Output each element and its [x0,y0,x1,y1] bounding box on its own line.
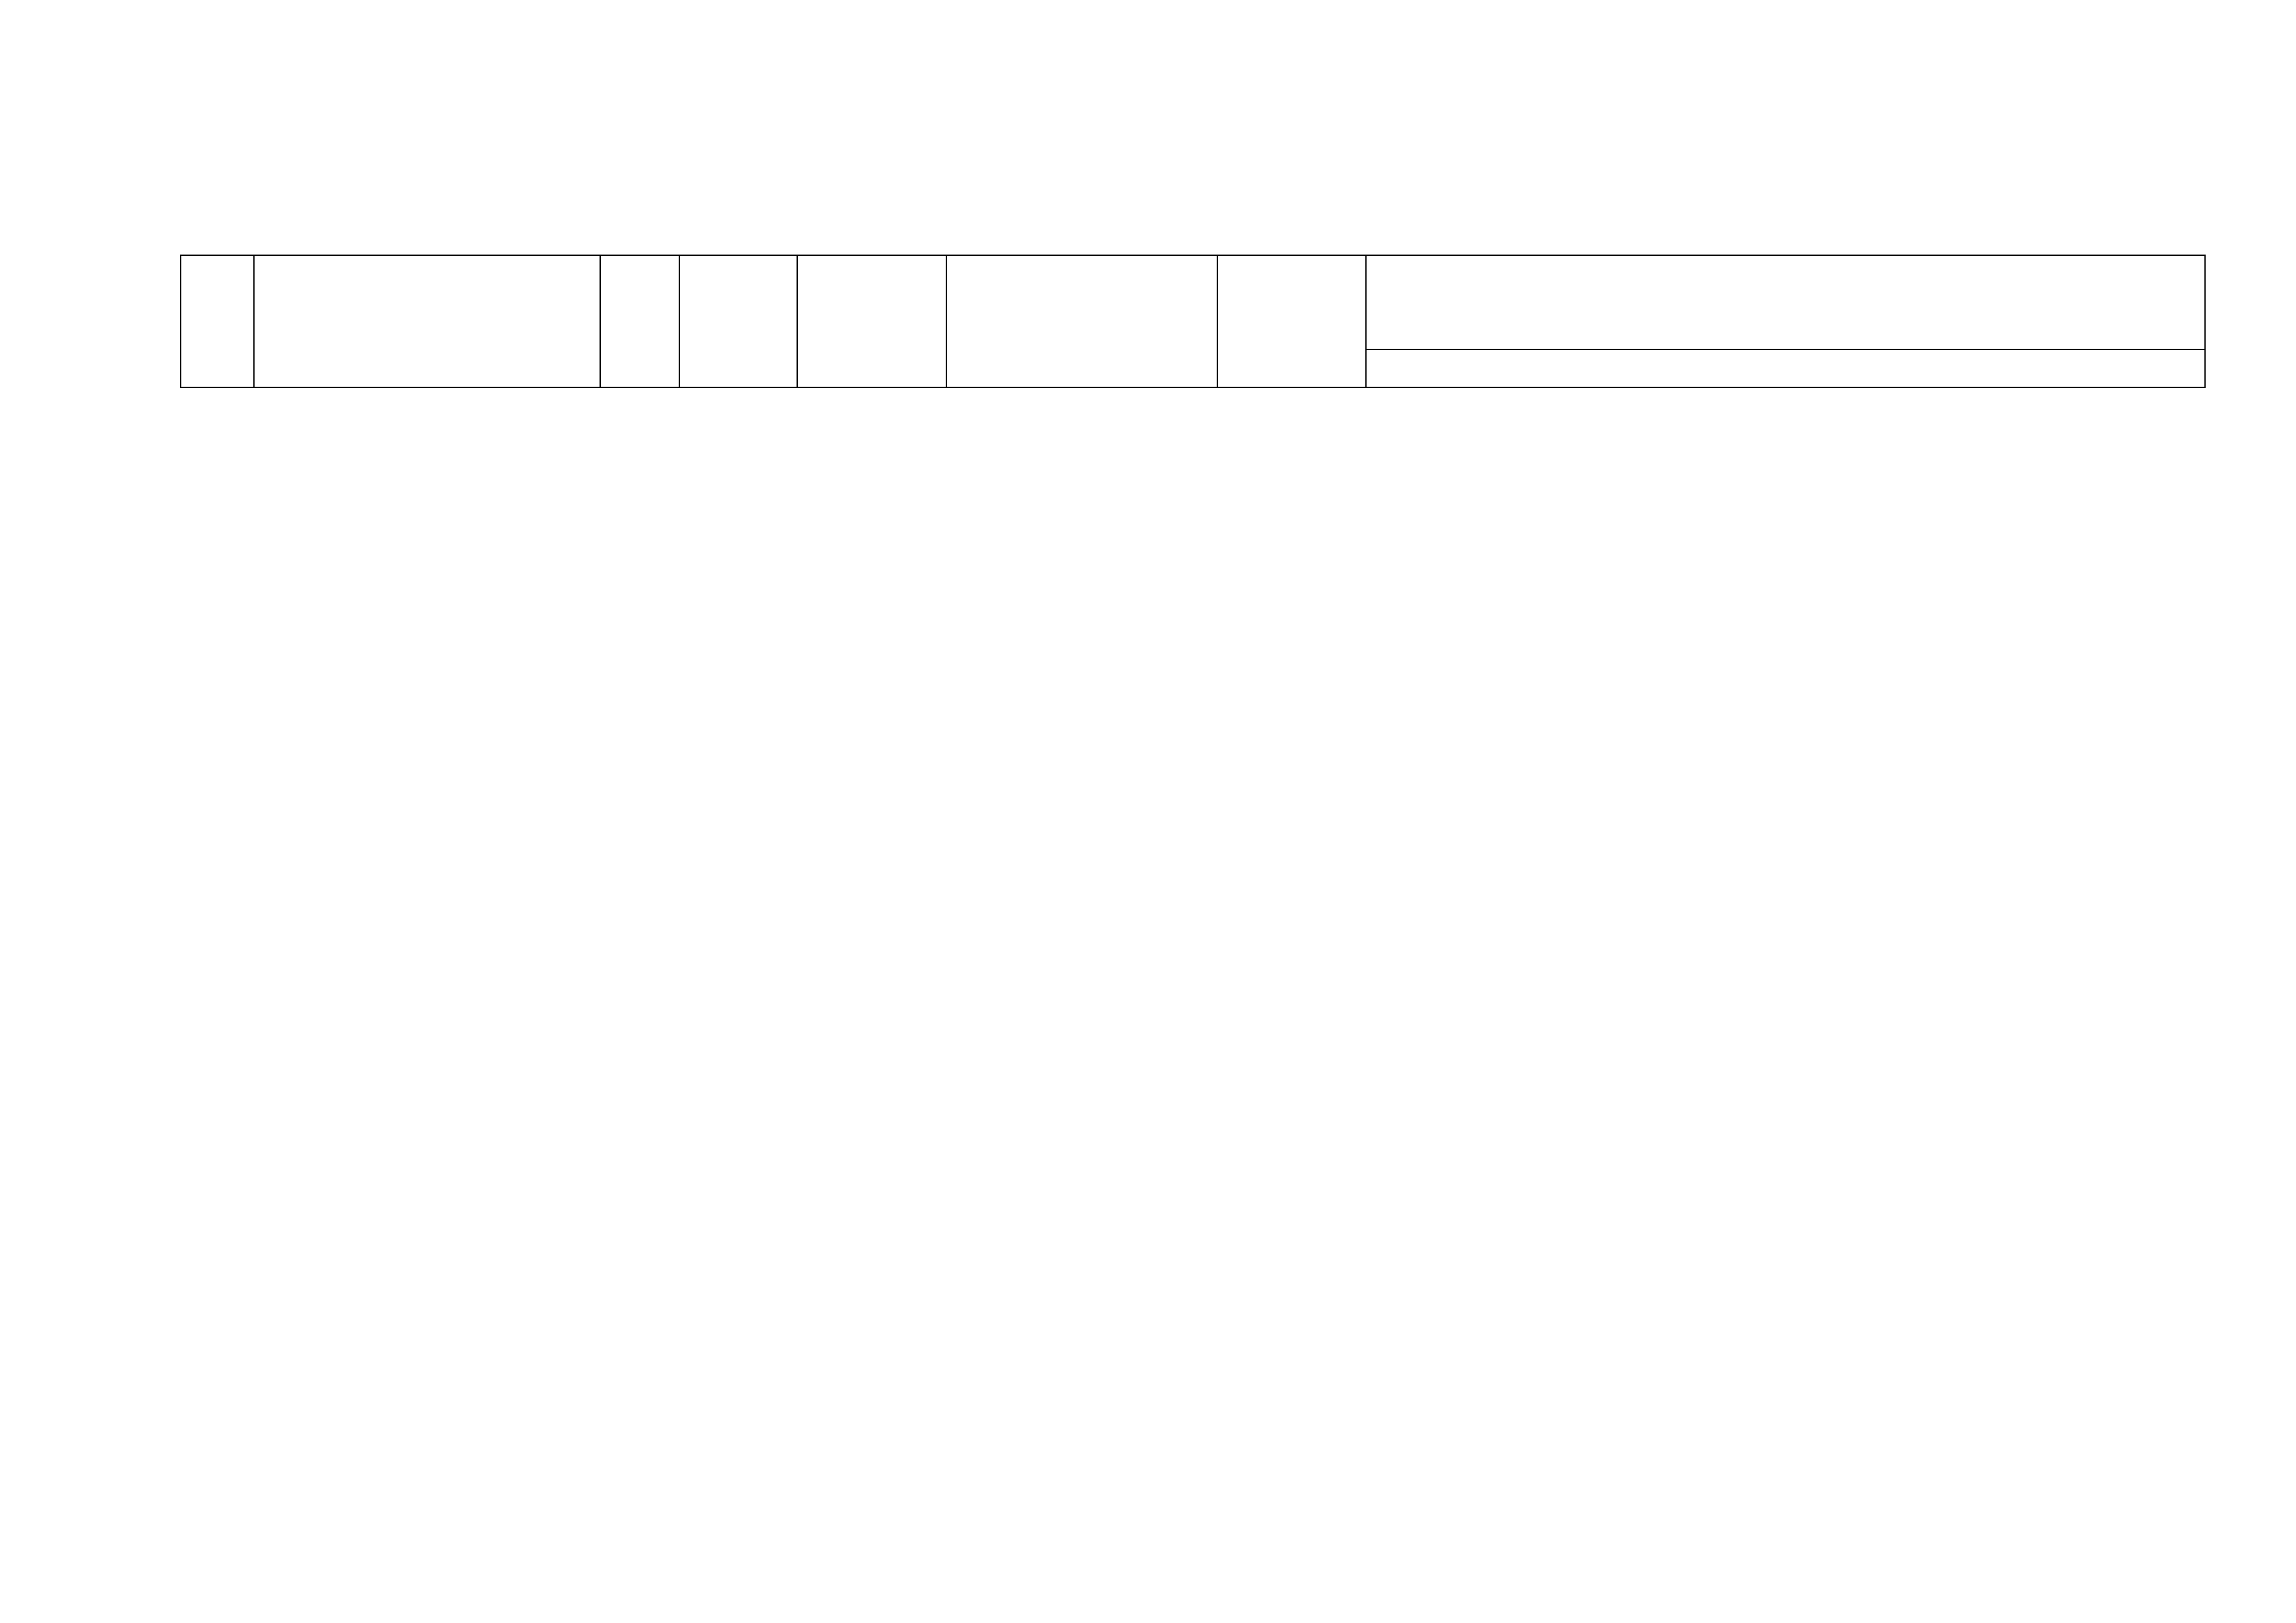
header-name [254,255,600,387]
timeline-ticks [1366,349,2206,387]
header-duration [1217,255,1366,387]
header-num [181,255,255,387]
timeline-header-blank [1366,255,2206,349]
header-volume [679,255,797,387]
header-crew [946,255,1217,387]
header-unit [600,255,680,387]
header-labor [797,255,946,387]
work-schedule-table [180,255,2206,388]
